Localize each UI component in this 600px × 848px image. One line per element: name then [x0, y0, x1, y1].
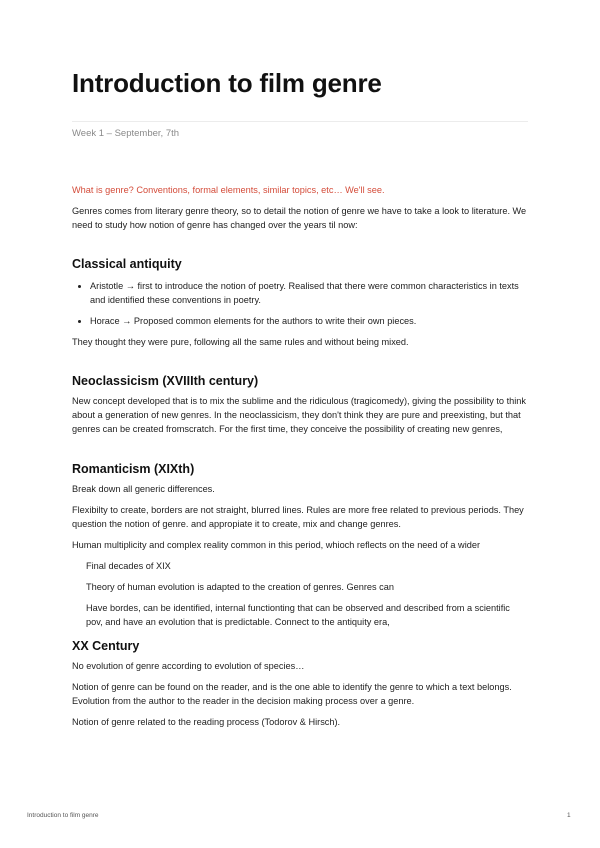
title-divider: [72, 121, 528, 122]
classical-text: They thought they were pure, following all the same rules and without being mixed.: [72, 337, 409, 347]
neoclassicism-text: New concept developed that is to mix the sublime and the ridiculous (tragicomedy), giving the possibility to think about a generation of new genres. In the neoclassicism, they don't think they are pure and preexisting, but that genres can be created fromscratch. For the first time, they conceive the possibility of creating new genres,: [72, 396, 526, 434]
romanticism-paragraph-1: Break down all generic differences.: [72, 484, 215, 494]
bullet-horace: • Horace → Proposed common elements for the authors to write their own pieces.: [90, 314, 528, 328]
heading-xx-century: XX Century: [72, 639, 140, 653]
xx-paragraph-1: No evolution of genre according to evolution of species…: [72, 661, 305, 671]
xx-paragraph-3: Notion of genre related to the reading process (Todorov & Hirsch).: [72, 717, 341, 727]
intro-text: Genres comes from literary genre theory, so to detail the notion of genre we have to take a look to literature. We need to study how notion of genre has changed over the years til now:: [72, 206, 527, 230]
classical-bullet-list: [72, 279, 528, 328]
romanticism-sub-3: Have bordes, can be identified, internal functionting that can be observed and described from a scientific pov, and have an evolution that is predictable. Connect to the antiquity era,: [86, 603, 510, 627]
romanticism-sub-1: Final decades of XIX: [86, 561, 171, 571]
page-title: Introduction to film genre: [72, 68, 382, 98]
heading-neoclassicism: Neoclassicism (XVIIIth century): [72, 374, 259, 388]
intro-question: What is genre? Conventions, formal elements, similar topics, etc… We'll see.: [72, 185, 385, 195]
romanticism-sub-2: Theory of human evolution is adapted to the creation of genres. Genres can: [86, 582, 394, 592]
bullet-aristotle: • Aristotle → first to introduce the notion of poetry. Realised that there were common characteristics in texts and identified these conventions in poetry.: [90, 279, 528, 307]
footer-page-number: 1: [567, 812, 571, 819]
xx-paragraph-2: Notion of genre can be found on the reader, and is the one able to identify the genre to which a text belongs. Evolution from the author to the reader in the decision making process over a genre.: [72, 682, 512, 706]
heading-classical-antiquity: Classical antiquity: [72, 257, 182, 271]
footer-title: Introduction to film genre: [27, 812, 99, 819]
romanticism-paragraph-3: Human multiplicity and complex reality common in this period, whioch reflects on the need of a wider: [72, 540, 481, 550]
page-date: Week 1 – September, 7th: [72, 128, 180, 139]
heading-romanticism: Romanticism (XIXth): [72, 462, 195, 476]
romanticism-paragraph-2: Flexibilty to create, borders are not straight, blurred lines. Rules are more free related to previous periods. They question the notion of genre. and appropiate it to create, mix and change genres.: [72, 505, 524, 529]
document-body: [72, 183, 528, 736]
